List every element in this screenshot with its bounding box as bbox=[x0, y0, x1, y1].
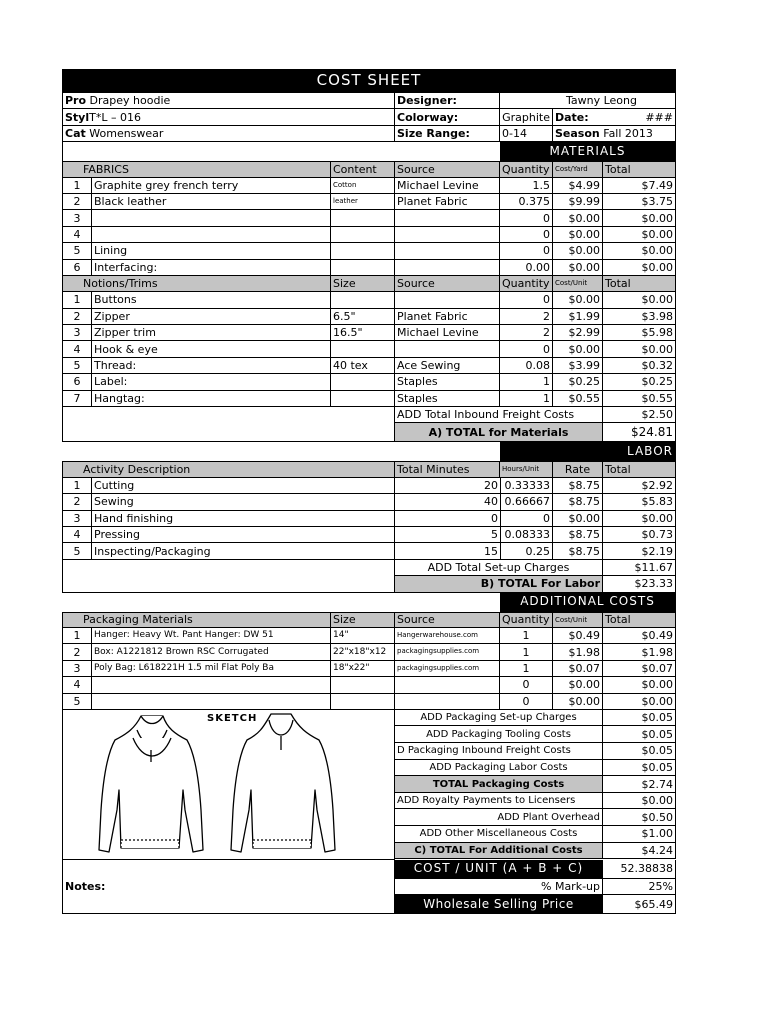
freight-row bbox=[62, 407, 676, 423]
packaging-total: $0.07 bbox=[603, 661, 676, 677]
additional-line-label: TOTAL Packaging Costs bbox=[395, 776, 603, 793]
labor-col-hours: Hours/Unit bbox=[500, 462, 553, 477]
notion-cost[interactable]: $0.00 bbox=[553, 341, 603, 357]
labor-band: LABOR bbox=[500, 442, 676, 461]
notion-description[interactable]: Zipper bbox=[92, 309, 331, 325]
freight-value: $2.50 bbox=[603, 407, 676, 423]
labor-description[interactable]: Inspecting/Packaging bbox=[92, 543, 395, 559]
packaging-source[interactable] bbox=[395, 694, 500, 710]
notion-row bbox=[62, 374, 676, 390]
notion-quantity[interactable]: 1 bbox=[500, 374, 553, 390]
packaging-quantity[interactable]: 0 bbox=[500, 694, 553, 710]
notion-size[interactable]: 40 tex bbox=[331, 358, 395, 374]
labor-minutes[interactable]: 40 bbox=[395, 494, 500, 510]
notion-description[interactable]: Zipper trim bbox=[92, 325, 331, 341]
packaging-total: $1.98 bbox=[603, 644, 676, 660]
additional-line bbox=[395, 776, 676, 793]
fabric-cost[interactable]: $0.00 bbox=[553, 260, 603, 276]
packaging-row bbox=[62, 694, 676, 710]
labor-rate[interactable]: $0.00 bbox=[553, 511, 603, 527]
labor-col-minutes: Total Minutes bbox=[395, 462, 500, 477]
notions-col-total: Total bbox=[603, 276, 676, 292]
labor-total: $0.73 bbox=[603, 527, 676, 543]
additional-line bbox=[395, 826, 676, 843]
notion-quantity[interactable]: 1 bbox=[500, 391, 553, 407]
notion-description[interactable]: Hangtag: bbox=[92, 391, 331, 407]
packaging-row bbox=[62, 628, 676, 644]
fabric-total: $0.00 bbox=[603, 227, 676, 243]
additional-line bbox=[395, 843, 676, 860]
packaging-source[interactable] bbox=[395, 677, 500, 693]
notion-cost[interactable]: $0.00 bbox=[553, 292, 603, 308]
fabrics-col-content: Content bbox=[331, 162, 395, 177]
additional-line-label: ADD Other Miscellaneous Costs bbox=[395, 826, 603, 843]
product-value[interactable]: Drapey hoodie bbox=[89, 94, 171, 108]
additional-line bbox=[395, 793, 676, 810]
labor-rate[interactable]: $8.75 bbox=[553, 478, 603, 494]
additional-line-label: ADD Packaging Labor Costs bbox=[395, 760, 603, 777]
fabric-row bbox=[62, 178, 676, 194]
labor-description[interactable]: Pressing bbox=[92, 527, 395, 543]
packaging-quantity[interactable]: 1 bbox=[500, 661, 553, 677]
notion-row bbox=[62, 325, 676, 341]
notion-source[interactable]: Staples bbox=[395, 391, 500, 407]
labor-col-rate: Rate bbox=[553, 462, 603, 477]
fabric-row bbox=[62, 210, 676, 226]
additional-line bbox=[395, 760, 676, 777]
notion-source[interactable] bbox=[395, 341, 500, 357]
colorway-label: Colorway: bbox=[395, 109, 500, 125]
fabric-content[interactable]: leather bbox=[331, 194, 395, 210]
notion-total: $0.25 bbox=[603, 374, 676, 390]
packaging-size[interactable]: 14" bbox=[331, 628, 395, 644]
notion-size[interactable] bbox=[331, 292, 395, 308]
additional-line-value[interactable]: $0.00 bbox=[603, 793, 676, 810]
packaging-source[interactable]: packagingsupplies.com bbox=[395, 644, 500, 660]
labor-minutes[interactable]: 0 bbox=[395, 511, 500, 527]
row-number: 5 bbox=[62, 543, 92, 559]
additional-line-value[interactable]: $0.05 bbox=[603, 710, 676, 727]
fabric-description[interactable] bbox=[92, 227, 331, 243]
fabric-quantity[interactable]: 0.00 bbox=[500, 260, 553, 276]
wholesale-value: $65.49 bbox=[603, 895, 676, 914]
fabrics-col-cost: Cost/Yard bbox=[553, 162, 603, 177]
notion-row bbox=[62, 341, 676, 357]
fabric-row bbox=[62, 194, 676, 210]
fabric-total: $7.49 bbox=[603, 178, 676, 194]
packaging-description[interactable]: Hanger: Heavy Wt. Pant Hanger: DW 51 bbox=[92, 628, 331, 644]
fabrics-header bbox=[62, 161, 676, 177]
row-number: 4 bbox=[62, 527, 92, 543]
wholesale-row bbox=[62, 895, 676, 914]
packaging-description[interactable] bbox=[92, 677, 331, 693]
designer-value[interactable]: Tawny Leong bbox=[500, 93, 676, 109]
fabric-content[interactable] bbox=[331, 243, 395, 259]
row-number: 1 bbox=[62, 292, 92, 308]
fabric-description[interactable]: Graphite grey french terry bbox=[92, 178, 331, 194]
notion-quantity[interactable]: 0 bbox=[500, 341, 553, 357]
notion-quantity[interactable]: 2 bbox=[500, 325, 553, 341]
labor-minutes[interactable]: 20 bbox=[395, 478, 500, 494]
materials-band: MATERIALS bbox=[500, 142, 676, 161]
notion-quantity[interactable]: 0.08 bbox=[500, 358, 553, 374]
fabric-source[interactable]: Planet Fabric bbox=[395, 194, 500, 210]
row-number: 6 bbox=[62, 260, 92, 276]
additional-band: ADDITIONAL COSTS bbox=[500, 593, 676, 612]
fabric-source[interactable] bbox=[395, 243, 500, 259]
additional-line-label: ADD Plant Overhead bbox=[395, 809, 603, 826]
sketch-label: SKETCH bbox=[207, 712, 258, 724]
fabric-quantity[interactable]: 1.5 bbox=[500, 178, 553, 194]
additional-line-value[interactable]: $0.05 bbox=[603, 760, 676, 777]
packaging-col-size: Size bbox=[331, 613, 395, 628]
notions-col-source: Source bbox=[395, 276, 500, 292]
packaging-cost[interactable]: $1.98 bbox=[553, 644, 603, 660]
packaging-row bbox=[62, 677, 676, 693]
header-row-2 bbox=[62, 109, 676, 125]
packaging-total: $0.49 bbox=[603, 628, 676, 644]
notion-source[interactable]: Michael Levine bbox=[395, 325, 500, 341]
sheet-title: COST SHEET bbox=[62, 69, 676, 93]
labor-description[interactable]: Sewing bbox=[92, 494, 395, 510]
labor-setup-row bbox=[62, 560, 676, 576]
wholesale-label: Wholesale Selling Price bbox=[395, 895, 603, 914]
packaging-quantity[interactable]: 1 bbox=[500, 628, 553, 644]
fabric-source[interactable] bbox=[395, 227, 500, 243]
packaging-cost[interactable]: $0.07 bbox=[553, 661, 603, 677]
additional-line-value: $2.74 bbox=[603, 776, 676, 793]
date-label: Date: bbox=[553, 109, 603, 125]
product-label: Pro bbox=[65, 94, 87, 108]
packaging-size[interactable] bbox=[331, 694, 395, 710]
season-label: Season bbox=[555, 126, 600, 140]
labor-hours: 0.66667 bbox=[500, 494, 553, 510]
packaging-total: $0.00 bbox=[603, 677, 676, 693]
packaging-cost[interactable]: $0.00 bbox=[553, 694, 603, 710]
additional-line-value[interactable]: $1.00 bbox=[603, 826, 676, 843]
cost-sheet bbox=[62, 69, 676, 914]
row-number: 3 bbox=[62, 511, 92, 527]
fabric-total: $0.00 bbox=[603, 243, 676, 259]
size-range-label: Size Range: bbox=[395, 126, 500, 142]
labor-total: $0.00 bbox=[603, 511, 676, 527]
style-label: Styl bbox=[65, 110, 90, 124]
notions-col-size: Size bbox=[331, 276, 395, 292]
fabric-cost[interactable]: $0.00 bbox=[553, 210, 603, 226]
additional-line-label: D Packaging Inbound Freight Costs bbox=[395, 743, 603, 760]
fabric-source[interactable] bbox=[395, 210, 500, 226]
notion-total: $0.55 bbox=[603, 391, 676, 407]
markup-row bbox=[62, 879, 676, 895]
row-number: 2 bbox=[62, 194, 92, 210]
labor-description[interactable]: Cutting bbox=[92, 478, 395, 494]
additional-line bbox=[395, 726, 676, 743]
fabric-content[interactable]: Cotton bbox=[331, 178, 395, 194]
size-range-value[interactable]: 0-14 bbox=[500, 126, 553, 142]
labor-rate[interactable]: $8.75 bbox=[553, 543, 603, 559]
packaging-total: $0.00 bbox=[603, 694, 676, 710]
materials-total-row bbox=[62, 423, 676, 442]
notion-source[interactable] bbox=[395, 292, 500, 308]
fabric-source[interactable]: Michael Levine bbox=[395, 178, 500, 194]
labor-total: $2.19 bbox=[603, 543, 676, 559]
packaging-row bbox=[62, 644, 676, 660]
notion-cost[interactable]: $0.55 bbox=[553, 391, 603, 407]
notion-cost[interactable]: $0.25 bbox=[553, 374, 603, 390]
labor-minutes[interactable]: 15 bbox=[395, 543, 500, 559]
cost-unit-row bbox=[62, 860, 676, 879]
markup-value[interactable]: 25% bbox=[603, 879, 676, 895]
fabric-quantity[interactable]: 0 bbox=[500, 227, 553, 243]
fabric-total: $0.00 bbox=[603, 260, 676, 276]
packaging-description[interactable]: Poly Bag: L618221H 1.5 mil Flat Poly Ba bbox=[92, 661, 331, 677]
row-number: 5 bbox=[62, 358, 92, 374]
labor-col-desc: Activity Description bbox=[62, 462, 395, 477]
notion-total: $3.98 bbox=[603, 309, 676, 325]
notion-description[interactable]: Buttons bbox=[92, 292, 331, 308]
row-number: 3 bbox=[62, 325, 92, 341]
labor-hours: 0.25 bbox=[500, 543, 553, 559]
additional-line bbox=[395, 809, 676, 826]
notion-cost[interactable]: $2.99 bbox=[553, 325, 603, 341]
labor-rate[interactable]: $8.75 bbox=[553, 494, 603, 510]
header-row-1 bbox=[62, 93, 676, 109]
materials-total-label: A) TOTAL for Materials bbox=[395, 423, 603, 442]
additional-line-label: C) TOTAL For Additional Costs bbox=[395, 843, 603, 860]
freight-label: ADD Total Inbound Freight Costs bbox=[395, 407, 603, 423]
row-number: 5 bbox=[62, 694, 92, 710]
packaging-quantity[interactable]: 1 bbox=[500, 644, 553, 660]
notions-header bbox=[62, 276, 676, 292]
notion-row bbox=[62, 391, 676, 407]
row-number: 1 bbox=[62, 178, 92, 194]
fabric-total: $3.75 bbox=[603, 194, 676, 210]
fabric-row bbox=[62, 243, 676, 259]
hoodie-sketch bbox=[63, 710, 393, 858]
cost-unit-value: 52.38838 bbox=[603, 860, 676, 879]
additional-line-value[interactable]: $0.05 bbox=[603, 743, 676, 760]
labor-total: $2.92 bbox=[603, 478, 676, 494]
packaging-size[interactable]: 22"x18"x12 bbox=[331, 644, 395, 660]
fabric-cost[interactable]: $9.99 bbox=[553, 194, 603, 210]
packaging-description[interactable] bbox=[92, 694, 331, 710]
additional-line-value[interactable]: $0.05 bbox=[603, 726, 676, 743]
labor-hours: 0.08333 bbox=[500, 527, 553, 543]
packaging-cost[interactable]: $0.00 bbox=[553, 677, 603, 693]
labor-hours: 0 bbox=[500, 511, 553, 527]
labor-row bbox=[62, 527, 676, 543]
row-number: 3 bbox=[62, 210, 92, 226]
packaging-quantity[interactable]: 0 bbox=[500, 677, 553, 693]
date-value[interactable]: ### bbox=[603, 109, 676, 125]
fabric-source[interactable] bbox=[395, 260, 500, 276]
row-number: 6 bbox=[62, 374, 92, 390]
notion-size[interactable] bbox=[331, 341, 395, 357]
row-number: 3 bbox=[62, 661, 92, 677]
packaging-header bbox=[62, 612, 676, 628]
colorway-value[interactable]: Graphite bbox=[500, 109, 553, 125]
labor-row bbox=[62, 543, 676, 559]
fabric-quantity[interactable]: 0.375 bbox=[500, 194, 553, 210]
packaging-source[interactable]: packagingsupplies.com bbox=[395, 661, 500, 677]
labor-minutes[interactable]: 5 bbox=[395, 527, 500, 543]
notion-description[interactable]: Hook & eye bbox=[92, 341, 331, 357]
notion-source[interactable]: Staples bbox=[395, 374, 500, 390]
fabric-quantity[interactable]: 0 bbox=[500, 243, 553, 259]
row-number: 4 bbox=[62, 677, 92, 693]
notion-cost[interactable]: $3.99 bbox=[553, 358, 603, 374]
sketch-area bbox=[62, 710, 395, 860]
markup-label: % Mark-up bbox=[395, 879, 603, 895]
labor-description[interactable]: Hand finishing bbox=[92, 511, 395, 527]
labor-total: $5.83 bbox=[603, 494, 676, 510]
row-number: 2 bbox=[62, 494, 92, 510]
notion-quantity[interactable]: 2 bbox=[500, 309, 553, 325]
header-row-3 bbox=[62, 126, 676, 142]
notions-col-desc: Notions/Trims bbox=[62, 276, 331, 292]
fabrics-col-source: Source bbox=[395, 162, 500, 177]
labor-col-total: Total bbox=[603, 462, 676, 477]
additional-line-label: ADD Packaging Set-up Charges bbox=[395, 710, 603, 727]
packaging-row bbox=[62, 661, 676, 677]
additional-line bbox=[395, 710, 676, 727]
fabric-description[interactable]: Black leather bbox=[92, 194, 331, 210]
notion-description[interactable]: Thread: bbox=[92, 358, 331, 374]
labor-hours: 0.33333 bbox=[500, 478, 553, 494]
fabrics-col-quantity: Quantity bbox=[500, 162, 553, 177]
row-number: 2 bbox=[62, 309, 92, 325]
materials-total-value: $24.81 bbox=[603, 423, 676, 442]
fabric-cost[interactable]: $0.00 bbox=[553, 243, 603, 259]
notions-col-quantity: Quantity bbox=[500, 276, 553, 292]
fabric-content[interactable] bbox=[331, 260, 395, 276]
notion-size[interactable]: 16.5" bbox=[331, 325, 395, 341]
designer-label: Designer: bbox=[395, 93, 500, 109]
packaging-size[interactable]: 18"x22" bbox=[331, 661, 395, 677]
row-number: 4 bbox=[62, 341, 92, 357]
row-number: 4 bbox=[62, 227, 92, 243]
packaging-cost[interactable]: $0.49 bbox=[553, 628, 603, 644]
fabric-cost[interactable]: $4.99 bbox=[553, 178, 603, 194]
labor-band-row bbox=[62, 442, 676, 461]
notion-row bbox=[62, 292, 676, 308]
season-value[interactable]: Fall 2013 bbox=[603, 126, 653, 140]
notion-description[interactable]: Label: bbox=[92, 374, 331, 390]
labor-total-label: B) TOTAL For Labor bbox=[395, 576, 603, 592]
notion-total: $0.32 bbox=[603, 358, 676, 374]
notion-size[interactable] bbox=[331, 391, 395, 407]
packaging-size[interactable] bbox=[331, 677, 395, 693]
category-label: Cat bbox=[65, 126, 86, 140]
category-value[interactable]: Womenswear bbox=[89, 126, 164, 140]
notion-source[interactable]: Ace Sewing bbox=[395, 358, 500, 374]
notions-col-cost: Cost/Unit bbox=[553, 276, 603, 292]
fabric-row bbox=[62, 227, 676, 243]
row-number: 1 bbox=[62, 478, 92, 494]
fabrics-col-desc: FABRICS bbox=[62, 162, 331, 177]
sketch-costs-block bbox=[62, 710, 676, 860]
notion-quantity[interactable]: 0 bbox=[500, 292, 553, 308]
additional-line-label: ADD Packaging Tooling Costs bbox=[395, 726, 603, 743]
notion-total: $0.00 bbox=[603, 292, 676, 308]
notion-row bbox=[62, 358, 676, 374]
packaging-col-cost: Cost/Unit bbox=[553, 613, 603, 628]
packaging-description[interactable]: Box: A1221812 Brown RSC Corrugated bbox=[92, 644, 331, 660]
style-value[interactable]: T*L – 016 bbox=[89, 110, 141, 124]
packaging-col-quantity: Quantity bbox=[500, 613, 553, 628]
packaging-source[interactable]: Hangerwarehouse.com bbox=[395, 628, 500, 644]
cost-unit-label: COST / UNIT (A + B + C) bbox=[395, 860, 603, 879]
labor-rate[interactable]: $8.75 bbox=[553, 527, 603, 543]
notion-cost[interactable]: $1.99 bbox=[553, 309, 603, 325]
additional-line-value: $4.24 bbox=[603, 843, 676, 860]
fabric-description[interactable]: Interfacing: bbox=[92, 260, 331, 276]
fabric-cost[interactable]: $0.00 bbox=[553, 227, 603, 243]
row-number: 5 bbox=[62, 243, 92, 259]
labor-row bbox=[62, 511, 676, 527]
fabrics-col-total: Total bbox=[603, 162, 676, 177]
notes-label: Notes: bbox=[62, 879, 395, 895]
additional-band-row bbox=[62, 593, 676, 612]
labor-header bbox=[62, 461, 676, 477]
fabric-description[interactable] bbox=[92, 210, 331, 226]
fabric-total: $0.00 bbox=[603, 210, 676, 226]
fabric-content[interactable] bbox=[331, 227, 395, 243]
packaging-col-total: Total bbox=[603, 613, 676, 628]
labor-total-value: $23.33 bbox=[603, 576, 676, 592]
row-number: 1 bbox=[62, 628, 92, 644]
labor-row bbox=[62, 478, 676, 494]
notion-total: $0.00 bbox=[603, 341, 676, 357]
row-number: 2 bbox=[62, 644, 92, 660]
additional-line bbox=[395, 743, 676, 760]
packaging-col-source: Source bbox=[395, 613, 500, 628]
labor-setup-label: ADD Total Set-up Charges bbox=[395, 560, 603, 576]
row-number: 7 bbox=[62, 391, 92, 407]
notion-source[interactable]: Planet Fabric bbox=[395, 309, 500, 325]
additional-line-label: ADD Royalty Payments to Licensers bbox=[395, 793, 603, 810]
labor-setup-value: $11.67 bbox=[603, 560, 676, 576]
notion-row bbox=[62, 309, 676, 325]
materials-band-row bbox=[62, 142, 676, 161]
notion-size[interactable]: 6.5" bbox=[331, 309, 395, 325]
fabric-row bbox=[62, 260, 676, 276]
additional-line-value[interactable]: $0.50 bbox=[603, 809, 676, 826]
labor-total-row bbox=[62, 576, 676, 592]
packaging-col-desc: Packaging Materials bbox=[62, 613, 331, 628]
notion-size[interactable] bbox=[331, 374, 395, 390]
fabric-quantity[interactable]: 0 bbox=[500, 210, 553, 226]
fabric-content[interactable] bbox=[331, 210, 395, 226]
labor-row bbox=[62, 494, 676, 510]
notion-total: $5.98 bbox=[603, 325, 676, 341]
fabric-description[interactable]: Lining bbox=[92, 243, 331, 259]
